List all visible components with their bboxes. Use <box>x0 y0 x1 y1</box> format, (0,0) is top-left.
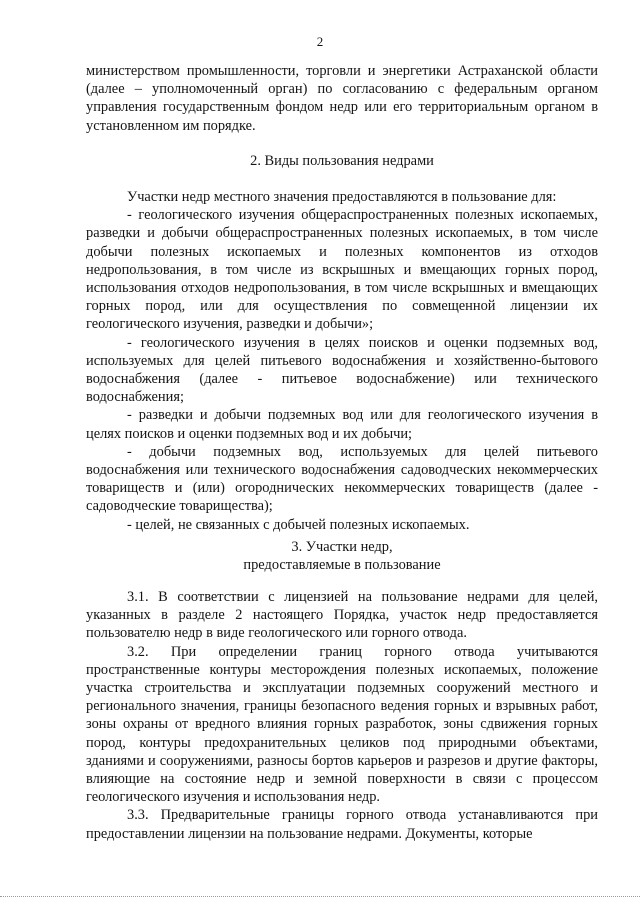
section-2-item: - добычи подземных вод, используемых для целей питьевого водоснабжения или технического водоснабжения садоводческих некоммерческих товариществ и (или) огороднических некоммерческих товариществ (далее - садоводческие товарищества); <box>86 443 598 515</box>
section-2-item: - разведки и добычи подземных вод или для геологического изучения в целях поисков и оценки подземных вод и их добычи; <box>86 407 598 442</box>
page-bottom-rule <box>0 896 640 897</box>
section-2-item: - геологического изучения общераспространенных полезных ископаемых, разведки и добычи общераспространенных полезных ископаемых, в том числе добычи полезных ископаемых и полезных компонентов из отходов недропользования, в том числе из вскрышных и вмещающих горных пород, использования отходов недропользования, в том числе вскрышных и вмещающих горных пород, или для осуществления по совмещенной лицензии их геологического изучения, разведки и добычи»; <box>86 207 598 333</box>
section-2-item: - геологического изучения в целях поисков и оценки подземных вод, используемых для целей питьевого водоснабжения и хозяйственно-бытового водоснабжения (далее - питьевое водоснабжение) или технического водоснабжения; <box>86 334 598 406</box>
section-3-heading-block <box>86 538 598 574</box>
section-2-lead: Участки недр местного значения предоставляются в пользование для: <box>127 189 557 205</box>
section-3-paragraph-2: 3.2. При определении границ горного отвода учитываются пространственные контуры месторождения полезных ископаемых, положение участка строительства и эксплуатации подземных сооружений местного и регионального значения, границы безопасного ведения горных и взрывных работ, зоны охраны от вредного влияния горных разработок, зоны сдвижения горных пород, контуры предохранительных целиков под природными объектами, зданиями и сооружениями, разносы бортов карьеров и разрезов и другие факторы, влияющие на состояние недр и земной поверхности в связи с процессом геологического изучения и использования недр. <box>86 643 598 806</box>
section-2-heading-block <box>86 152 598 170</box>
section-3-paragraph-3: 3.3. Предварительные границы горного отвода устанавливаются при предоставлении лицензии на пользование недрами. Документы, которые <box>86 807 598 842</box>
page-number: 2 <box>316 34 324 49</box>
section-3-heading-line-2: предоставляемые в пользование <box>243 557 441 574</box>
section-2-body <box>86 188 598 534</box>
section-3-body <box>86 588 598 843</box>
intro-paragraph-block <box>86 62 598 135</box>
section-2-heading: 2. Виды пользования недрами <box>250 153 434 169</box>
intro-paragraph: министерством промышленности, торговли и энергетики Астраханской области (далее – уполномоченный орган) по согласованию с федеральным органом управления государственным фондом недр или его территориальным органом в установленном им порядке. <box>86 63 598 134</box>
section-3-heading-line-1: 3. Участки недр, <box>291 539 393 555</box>
section-3-paragraph-1: 3.1. В соответствии с лицензией на пользование недрами для целей, указанных в разделе 2 настоящего Порядка, участок недр предоставляется пользователю недр в виде геологического или горного отвода. <box>86 589 598 642</box>
section-2-item: - целей, не связанных с добычей полезных ископаемых. <box>127 516 470 533</box>
